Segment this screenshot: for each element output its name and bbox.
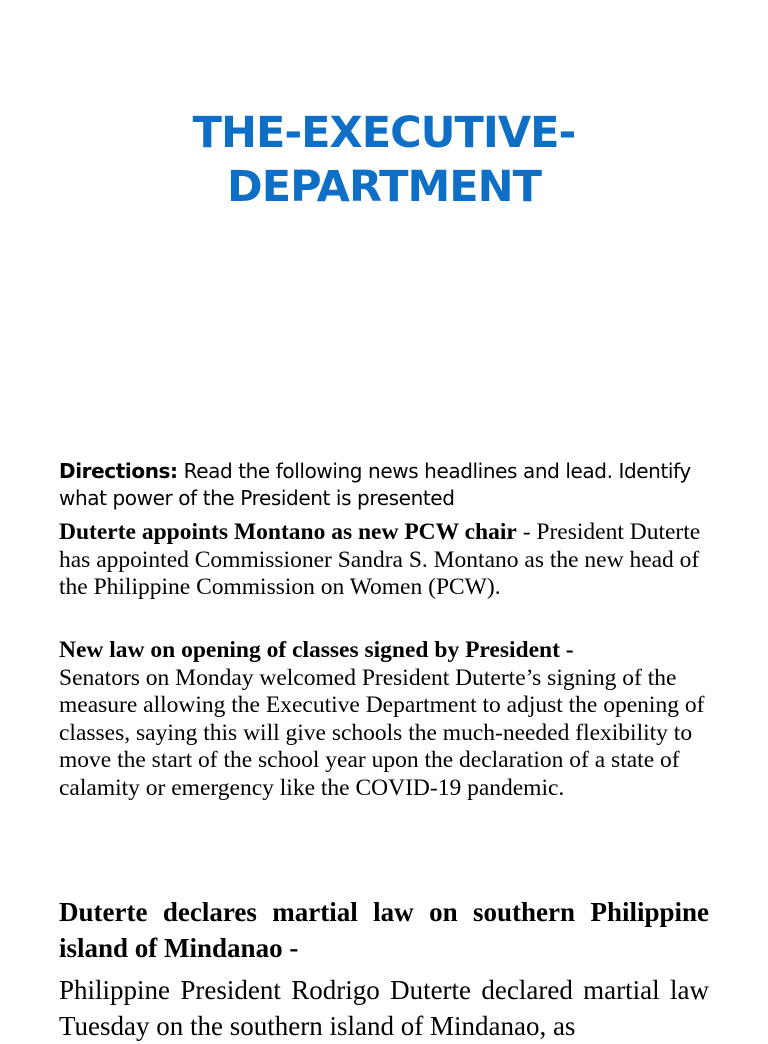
- title-line-1: THE-EXECUTIVE-: [192, 108, 576, 158]
- news-headline: New law on opening of classes signed by President -: [59, 637, 574, 663]
- news-headline-3: Duterte declares martial law on southern Philippine island of Mindanao -: [59, 897, 709, 963]
- news-lead: Senators on Monday welcomed President Duterte’s signing of the measure allowing the Executive Department to adjust the opening of classes, saying this will give schools the much-needed flexibility to move the start of the school year upon the declaration of a state of calamity or emergency like the COVID-19 pandemic.: [59, 664, 705, 801]
- news-separator: -: [516, 519, 537, 545]
- news-headline: Duterte appoints Montano as new PCW chair: [59, 519, 517, 545]
- news-lead-3: Philippine President Rodrigo Duterte declared martial law Tuesday on the southern island of Mindanao, as: [59, 975, 709, 1041]
- directions-text: Read the following news headlines and lead. Identify what power of the President is presented: [59, 459, 691, 510]
- news-item-1: [59, 519, 709, 602]
- directions-label: Directions:: [59, 459, 178, 483]
- title-line-2: DEPARTMENT: [227, 162, 541, 212]
- news-lead: President Duterte has appointed Commissioner Sandra S. Montano as the new head of the Philippine Commission on Women (PCW).: [59, 519, 701, 600]
- news-item-2: [59, 637, 709, 802]
- directions-paragraph: [59, 458, 709, 512]
- page-title: [60, 106, 708, 214]
